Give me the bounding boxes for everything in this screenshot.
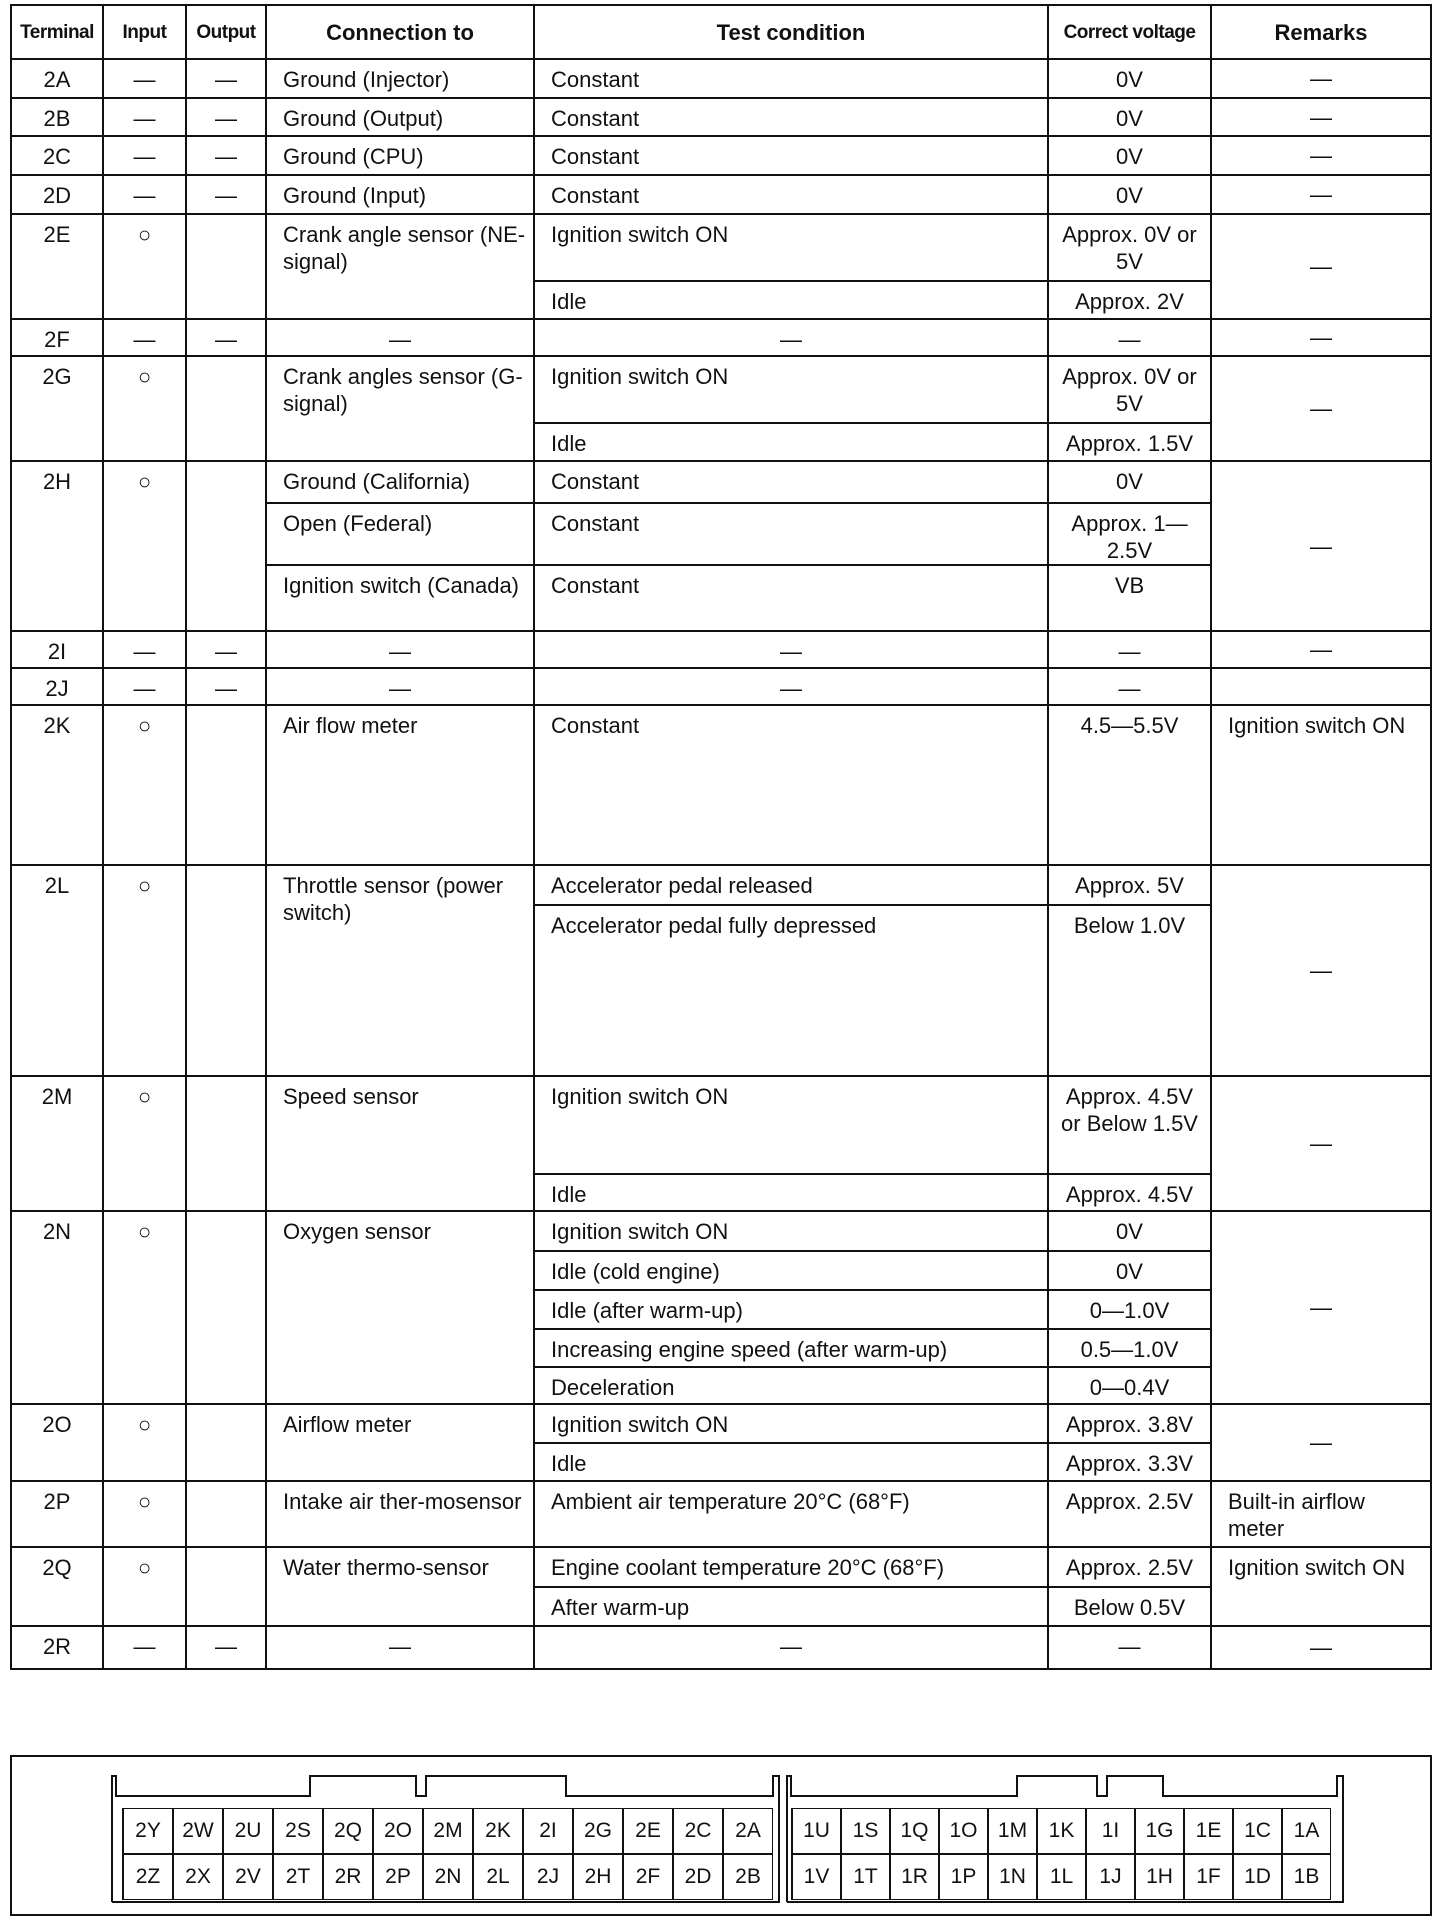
connector-pin: 1B	[1282, 1854, 1331, 1900]
terminal-cell: 2H	[11, 461, 103, 631]
table-row	[11, 175, 1431, 214]
terminal-cell: 2N	[11, 1211, 103, 1404]
table-row	[11, 1211, 1431, 1251]
connector-pin: 1O	[939, 1808, 988, 1854]
input-cell: —	[103, 668, 186, 705]
input-cell: ○	[103, 1481, 186, 1547]
connector-pin: 1F	[1184, 1854, 1233, 1900]
terminal-cell: 2D	[11, 175, 103, 214]
connection-cell: Open (Federal)	[266, 503, 534, 565]
connector-pin: 2X	[173, 1854, 223, 1900]
remarks-cell: —	[1211, 1076, 1431, 1211]
connector-pin: 2U	[223, 1808, 273, 1854]
remarks-cell: —	[1211, 214, 1431, 319]
terminal-cell: 2C	[11, 136, 103, 175]
test-condition-cell: —	[534, 668, 1048, 705]
input-cell: —	[103, 175, 186, 214]
test-condition-cell: Ignition switch ON	[534, 1076, 1048, 1174]
terminal-cell: 2P	[11, 1481, 103, 1547]
remarks-cell: Ignition switch ON	[1211, 705, 1431, 865]
header-row	[11, 5, 1431, 59]
terminal-voltage-table	[10, 4, 1432, 1670]
test-condition-cell: —	[534, 631, 1048, 668]
test-condition-cell: Accelerator pedal fully depressed	[534, 905, 1048, 1076]
connection-cell: Throttle sensor (power switch)	[266, 865, 534, 1076]
connector-pin: 2O	[373, 1808, 423, 1854]
table-row	[11, 319, 1431, 356]
test-condition-cell: Increasing engine speed (after warm-up)	[534, 1329, 1048, 1367]
connector-pin: 1C	[1233, 1808, 1282, 1854]
correct-voltage-cell: Approx. 2V	[1048, 281, 1211, 319]
correct-voltage-cell: Approx. 3.8V	[1048, 1404, 1211, 1443]
connection-cell: Oxygen sensor	[266, 1211, 534, 1404]
connector-pin: 2A	[723, 1808, 773, 1854]
terminal-cell: 2A	[11, 59, 103, 98]
connector-pin: 1J	[1086, 1854, 1135, 1900]
input-cell: ○	[103, 865, 186, 1076]
correct-voltage-cell: 0—1.0V	[1048, 1290, 1211, 1329]
remarks-cell: —	[1211, 865, 1431, 1076]
connector-pin: 2K	[473, 1808, 523, 1854]
connector-pin: 2V	[223, 1854, 273, 1900]
table-row	[11, 98, 1431, 136]
connection-cell: Intake air ther-mosensor	[266, 1481, 534, 1547]
test-condition-cell: Constant	[534, 565, 1048, 631]
header-input: Input	[103, 5, 186, 59]
connector-1-half	[785, 1774, 1347, 1904]
test-condition-cell: After warm-up	[534, 1587, 1048, 1626]
table-row	[11, 59, 1431, 98]
correct-voltage-cell: 0V	[1048, 59, 1211, 98]
table-row	[11, 1404, 1431, 1443]
connector-pin: 1K	[1037, 1808, 1086, 1854]
correct-voltage-cell: Approx. 3.3V	[1048, 1443, 1211, 1481]
terminal-cell: 2Q	[11, 1547, 103, 1626]
connection-cell: Ground (Injector)	[266, 59, 534, 98]
terminal-cell: 2O	[11, 1404, 103, 1481]
correct-voltage-cell: VB	[1048, 565, 1211, 631]
correct-voltage-cell: Approx. 0V or 5V	[1048, 214, 1211, 281]
table-row	[11, 705, 1431, 865]
connector-pin: 1N	[988, 1854, 1037, 1900]
remarks-cell: —	[1211, 1211, 1431, 1404]
correct-voltage-cell: Approx. 5V	[1048, 865, 1211, 905]
connector-diagram	[10, 1755, 1432, 1916]
test-condition-cell: Ignition switch ON	[534, 214, 1048, 281]
connector-pin: 2Q	[323, 1808, 373, 1854]
table-row	[11, 136, 1431, 175]
remarks-cell: Ignition switch ON	[1211, 1547, 1431, 1626]
connector-pin: 1Q	[890, 1808, 939, 1854]
connector-pin: 1P	[939, 1854, 988, 1900]
terminal-cell: 2F	[11, 319, 103, 356]
connector-2-half	[110, 1774, 782, 1904]
connection-cell: Ground (Input)	[266, 175, 534, 214]
terminal-cell: 2K	[11, 705, 103, 865]
table-row	[11, 1547, 1431, 1587]
output-cell	[186, 461, 266, 631]
connection-cell: Ground (California)	[266, 461, 534, 503]
test-condition-cell: Ignition switch ON	[534, 356, 1048, 423]
remarks-cell: —	[1211, 59, 1431, 98]
connector-pin: 1M	[988, 1808, 1037, 1854]
output-cell: —	[186, 98, 266, 136]
test-condition-cell: Ignition switch ON	[534, 1211, 1048, 1251]
connector-pin: 2N	[423, 1854, 473, 1900]
output-cell	[186, 865, 266, 1076]
terminal-cell: 2B	[11, 98, 103, 136]
table-row	[11, 356, 1431, 423]
connector-pin: 2P	[373, 1854, 423, 1900]
test-condition-cell: Engine coolant temperature 20°C (68°F)	[534, 1547, 1048, 1587]
connector-2-pins	[122, 1808, 773, 1900]
input-cell: ○	[103, 461, 186, 631]
header-test-condition: Test condition	[534, 5, 1048, 59]
terminal-cell: 2J	[11, 668, 103, 705]
remarks-cell: —	[1211, 175, 1431, 214]
input-cell: ○	[103, 1076, 186, 1211]
connector-pin: 1V	[792, 1854, 841, 1900]
connection-cell: Water thermo-sensor	[266, 1547, 534, 1626]
input-cell: ○	[103, 1404, 186, 1481]
connector-pin: 2I	[523, 1808, 573, 1854]
connection-cell: —	[266, 668, 534, 705]
terminal-cell: 2L	[11, 865, 103, 1076]
correct-voltage-cell: 0.5—1.0V	[1048, 1329, 1211, 1367]
connector-pin: 1G	[1135, 1808, 1184, 1854]
input-cell: ○	[103, 356, 186, 461]
test-condition-cell: —	[534, 1626, 1048, 1669]
test-condition-cell: Idle	[534, 1443, 1048, 1481]
remarks-cell: —	[1211, 356, 1431, 461]
connector-pin: 1L	[1037, 1854, 1086, 1900]
header-correct-voltage: Correct voltage	[1048, 5, 1211, 59]
connector-pin: 2L	[473, 1854, 523, 1900]
terminal-cell: 2E	[11, 214, 103, 319]
table-row	[11, 865, 1431, 905]
connection-cell: Ground (Output)	[266, 98, 534, 136]
connector-pin: 2Z	[123, 1854, 173, 1900]
header-connection-to: Connection to	[266, 5, 534, 59]
input-cell: —	[103, 319, 186, 356]
test-condition-cell: Idle	[534, 281, 1048, 319]
output-cell	[186, 356, 266, 461]
remarks-cell: —	[1211, 1626, 1431, 1669]
remarks-cell	[1211, 668, 1431, 705]
output-cell	[186, 1211, 266, 1404]
connector-pin: 1E	[1184, 1808, 1233, 1854]
connector-pin: 1I	[1086, 1808, 1135, 1854]
connector-pin: 2J	[523, 1854, 573, 1900]
correct-voltage-cell: Approx. 1.5V	[1048, 423, 1211, 461]
test-condition-cell: Constant	[534, 59, 1048, 98]
test-condition-cell: Constant	[534, 503, 1048, 565]
connection-cell: —	[266, 1626, 534, 1669]
header-remarks: Remarks	[1211, 5, 1431, 59]
test-condition-cell: Ambient air temperature 20°C (68°F)	[534, 1481, 1048, 1547]
header-terminal: Terminal	[11, 5, 103, 59]
connector-pin: 1R	[890, 1854, 939, 1900]
connector-pin: 1H	[1135, 1854, 1184, 1900]
table-row	[11, 631, 1431, 668]
connector-pin: 2G	[573, 1808, 623, 1854]
table-row	[11, 214, 1431, 281]
connector-pin: 2F	[623, 1854, 673, 1900]
input-cell: —	[103, 631, 186, 668]
output-cell: —	[186, 175, 266, 214]
connection-cell: Ignition switch (Canada)	[266, 565, 534, 631]
test-condition-cell: Constant	[534, 461, 1048, 503]
input-cell: ○	[103, 705, 186, 865]
connection-cell: Crank angle sensor (NE-signal)	[266, 214, 534, 319]
connector-pin: 2H	[573, 1854, 623, 1900]
remarks-cell: —	[1211, 136, 1431, 175]
test-condition-cell: Idle (after warm-up)	[534, 1290, 1048, 1329]
input-cell: —	[103, 98, 186, 136]
test-condition-cell: Idle	[534, 1174, 1048, 1211]
output-cell: —	[186, 59, 266, 98]
correct-voltage-cell: —	[1048, 668, 1211, 705]
correct-voltage-cell: —	[1048, 1626, 1211, 1669]
table-row	[11, 1076, 1431, 1174]
connector-pin: 2D	[673, 1854, 723, 1900]
output-cell	[186, 1481, 266, 1547]
correct-voltage-cell: Approx. 4.5V or Below 1.5V	[1048, 1076, 1211, 1174]
header-output: Output	[186, 5, 266, 59]
connector-pin: 2R	[323, 1854, 373, 1900]
terminal-cell: 2R	[11, 1626, 103, 1669]
output-cell: —	[186, 668, 266, 705]
test-condition-cell: Deceleration	[534, 1367, 1048, 1404]
remarks-cell: —	[1211, 631, 1431, 668]
remarks-cell: —	[1211, 319, 1431, 356]
correct-voltage-cell: —	[1048, 319, 1211, 356]
table-row	[11, 1481, 1431, 1547]
input-cell: ○	[103, 1547, 186, 1626]
input-cell: —	[103, 59, 186, 98]
correct-voltage-cell: 0V	[1048, 175, 1211, 214]
connector-pin: 2S	[273, 1808, 323, 1854]
connector-pin: 1D	[1233, 1854, 1282, 1900]
correct-voltage-cell: 0V	[1048, 1211, 1211, 1251]
correct-voltage-cell: 0V	[1048, 1251, 1211, 1290]
output-cell	[186, 705, 266, 865]
test-condition-cell: Constant	[534, 98, 1048, 136]
connection-cell: Airflow meter	[266, 1404, 534, 1481]
output-cell: —	[186, 319, 266, 356]
correct-voltage-cell: 4.5—5.5V	[1048, 705, 1211, 865]
remarks-cell: —	[1211, 1404, 1431, 1481]
test-condition-cell: —	[534, 319, 1048, 356]
correct-voltage-cell: —	[1048, 631, 1211, 668]
connector-pin: 2W	[173, 1808, 223, 1854]
connector-pin: 2C	[673, 1808, 723, 1854]
test-condition-cell: Idle (cold engine)	[534, 1251, 1048, 1290]
connector-pin: 2T	[273, 1854, 323, 1900]
connector-pin: 2E	[623, 1808, 673, 1854]
connector-pin: 2B	[723, 1854, 773, 1900]
output-cell	[186, 214, 266, 319]
correct-voltage-cell: Approx. 2.5V	[1048, 1481, 1211, 1547]
output-cell: —	[186, 1626, 266, 1669]
correct-voltage-cell: Approx. 2.5V	[1048, 1547, 1211, 1587]
table-row	[11, 461, 1431, 503]
connector-pin: 1U	[792, 1808, 841, 1854]
correct-voltage-cell: 0—0.4V	[1048, 1367, 1211, 1404]
correct-voltage-cell: 0V	[1048, 136, 1211, 175]
test-condition-cell: Constant	[534, 705, 1048, 865]
connector-pin: 2M	[423, 1808, 473, 1854]
terminal-cell: 2M	[11, 1076, 103, 1211]
correct-voltage-cell: 0V	[1048, 98, 1211, 136]
connection-cell: —	[266, 319, 534, 356]
connector-1-pins	[791, 1808, 1331, 1900]
correct-voltage-cell: Below 0.5V	[1048, 1587, 1211, 1626]
test-condition-cell: Constant	[534, 136, 1048, 175]
connector-pin: 1A	[1282, 1808, 1331, 1854]
connector-pin: 1T	[841, 1854, 890, 1900]
remarks-cell: —	[1211, 461, 1431, 631]
correct-voltage-cell: Approx. 0V or 5V	[1048, 356, 1211, 423]
correct-voltage-cell: 0V	[1048, 461, 1211, 503]
input-cell: ○	[103, 214, 186, 319]
output-cell: —	[186, 136, 266, 175]
output-cell	[186, 1404, 266, 1481]
remarks-cell: Built-in airflow meter	[1211, 1481, 1431, 1547]
output-cell	[186, 1076, 266, 1211]
connector-pin: 1S	[841, 1808, 890, 1854]
connection-cell: Crank angles sensor (G-signal)	[266, 356, 534, 461]
test-condition-cell: Idle	[534, 423, 1048, 461]
output-cell	[186, 1547, 266, 1626]
input-cell: —	[103, 1626, 186, 1669]
table-row	[11, 1626, 1431, 1669]
test-condition-cell: Ignition switch ON	[534, 1404, 1048, 1443]
terminal-cell: 2I	[11, 631, 103, 668]
connection-cell: —	[266, 631, 534, 668]
correct-voltage-cell: Approx. 4.5V	[1048, 1174, 1211, 1211]
terminal-cell: 2G	[11, 356, 103, 461]
test-condition-cell: Accelerator pedal released	[534, 865, 1048, 905]
test-condition-cell: Constant	[534, 175, 1048, 214]
correct-voltage-cell: Approx. 1—2.5V	[1048, 503, 1211, 565]
table-row	[11, 668, 1431, 705]
remarks-cell: —	[1211, 98, 1431, 136]
input-cell: —	[103, 136, 186, 175]
output-cell: —	[186, 631, 266, 668]
input-cell: ○	[103, 1211, 186, 1404]
connection-cell: Speed sensor	[266, 1076, 534, 1211]
connection-cell: Air flow meter	[266, 705, 534, 865]
connection-cell: Ground (CPU)	[266, 136, 534, 175]
correct-voltage-cell: Below 1.0V	[1048, 905, 1211, 1076]
connector-pin: 2Y	[123, 1808, 173, 1854]
